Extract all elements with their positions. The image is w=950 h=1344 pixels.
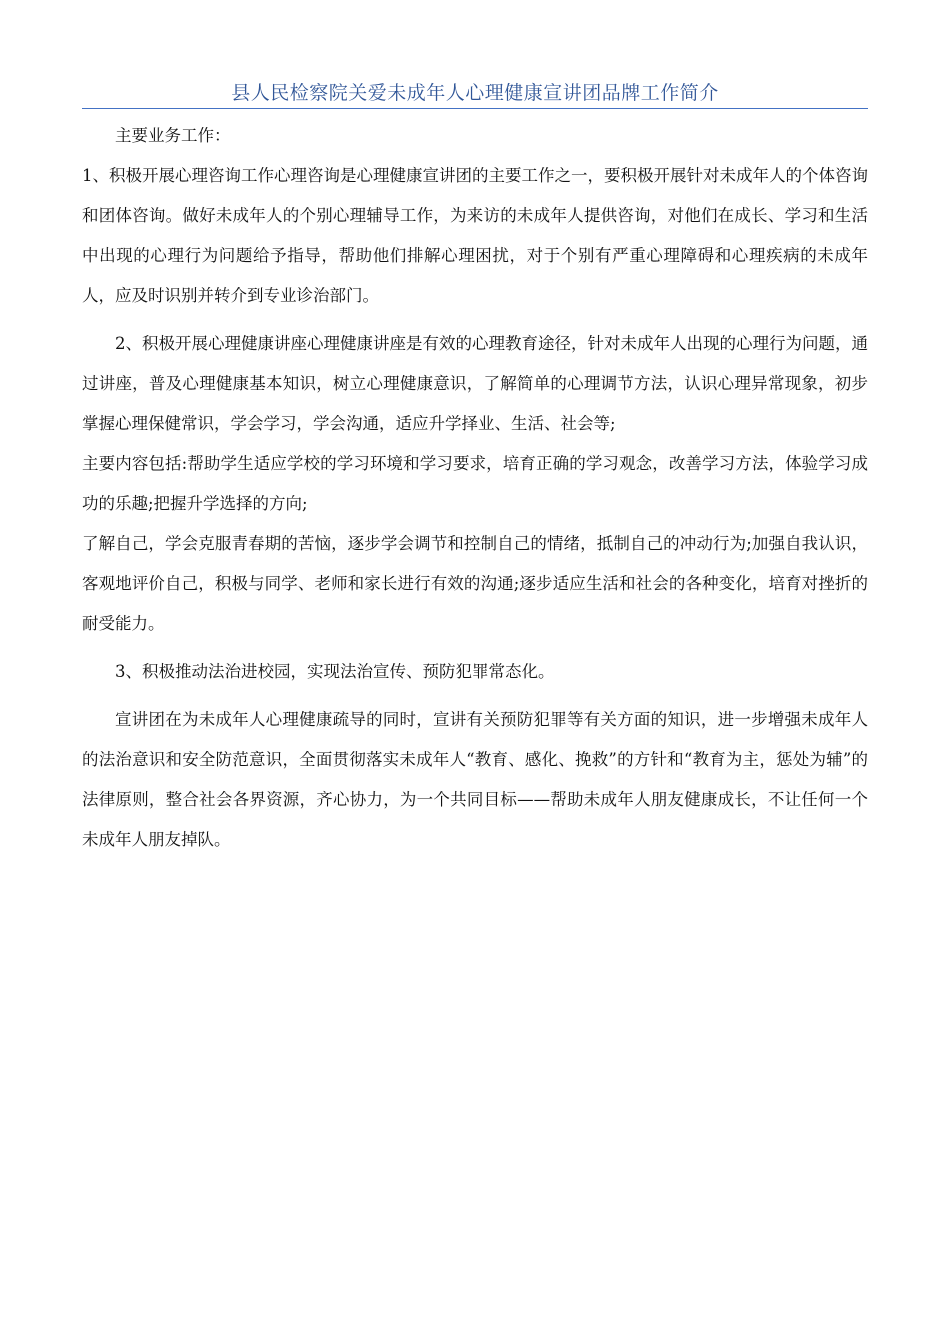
paragraph-item-2: 2、积极开展心理健康讲座心理健康讲座是有效的心理教育途径，针对未成年人出现的心理行为问题，通过讲座，普及心理健康基本知识，树立心理健康意识，了解简单的心理调节方法，认识心理异常现象，初步掌握心理保健常识，学会学习，学会沟通，适应升学择业、生活、社会等; xyxy=(82,334,868,433)
section-intro: 主要业务工作： xyxy=(115,126,231,145)
paragraph-item-3: 3、积极推动法治进校园，实现法治宣传、预防犯罪常态化。 xyxy=(115,662,555,681)
paragraph-item-1: 1、积极开展心理咨询工作心理咨询是心理健康宣讲团的主要工作之一，要积极开展针对未成年人的个体咨询和团体咨询。做好未成年人的个别心理辅导工作，为来访的未成年人提供咨询，对他们在成长、学习和生活中出现的心理行为问题给予指导，帮助他们排解心理困扰，对于个别有严重心理障碍和心理疾病的未成年人，应及时识别并转介到专业诊治部门。 xyxy=(82,166,868,305)
paragraph-item-2-self: 了解自己，学会克服青春期的苦恼，逐步学会调节和控制自己的情绪，抵制自己的冲动行为;加强自我认识，客观地评价自己，积极与同学、老师和家长进行有效的沟通;逐步适应生活和社会的各种变化，培育对挫折的耐受能力。 xyxy=(82,534,868,633)
paragraph-item-2-content: 主要内容包括:帮助学生适应学校的学习环境和学习要求，培育正确的学习观念，改善学习方法，体验学习成功的乐趣;把握升学选择的方向; xyxy=(82,454,868,513)
paragraph-closing: 宣讲团在为未成年人心理健康疏导的同时，宣讲有关预防犯罪等有关方面的知识，进一步增强未成年人的法治意识和安全防范意识，全面贯彻落实未成年人“教育、感化、挽救”的方针和“教育为主，惩处为辅”的法律原则，整合社会各界资源，齐心协力，为一个共同目标——帮助未成年人朋友健康成长，不让任何一个未成年人朋友掉队。 xyxy=(82,710,868,849)
page-title: 县人民检察院关爱未成年人心理健康宣讲团品牌工作简介 xyxy=(231,82,719,104)
header-divider xyxy=(82,108,868,109)
document-body xyxy=(82,116,868,860)
